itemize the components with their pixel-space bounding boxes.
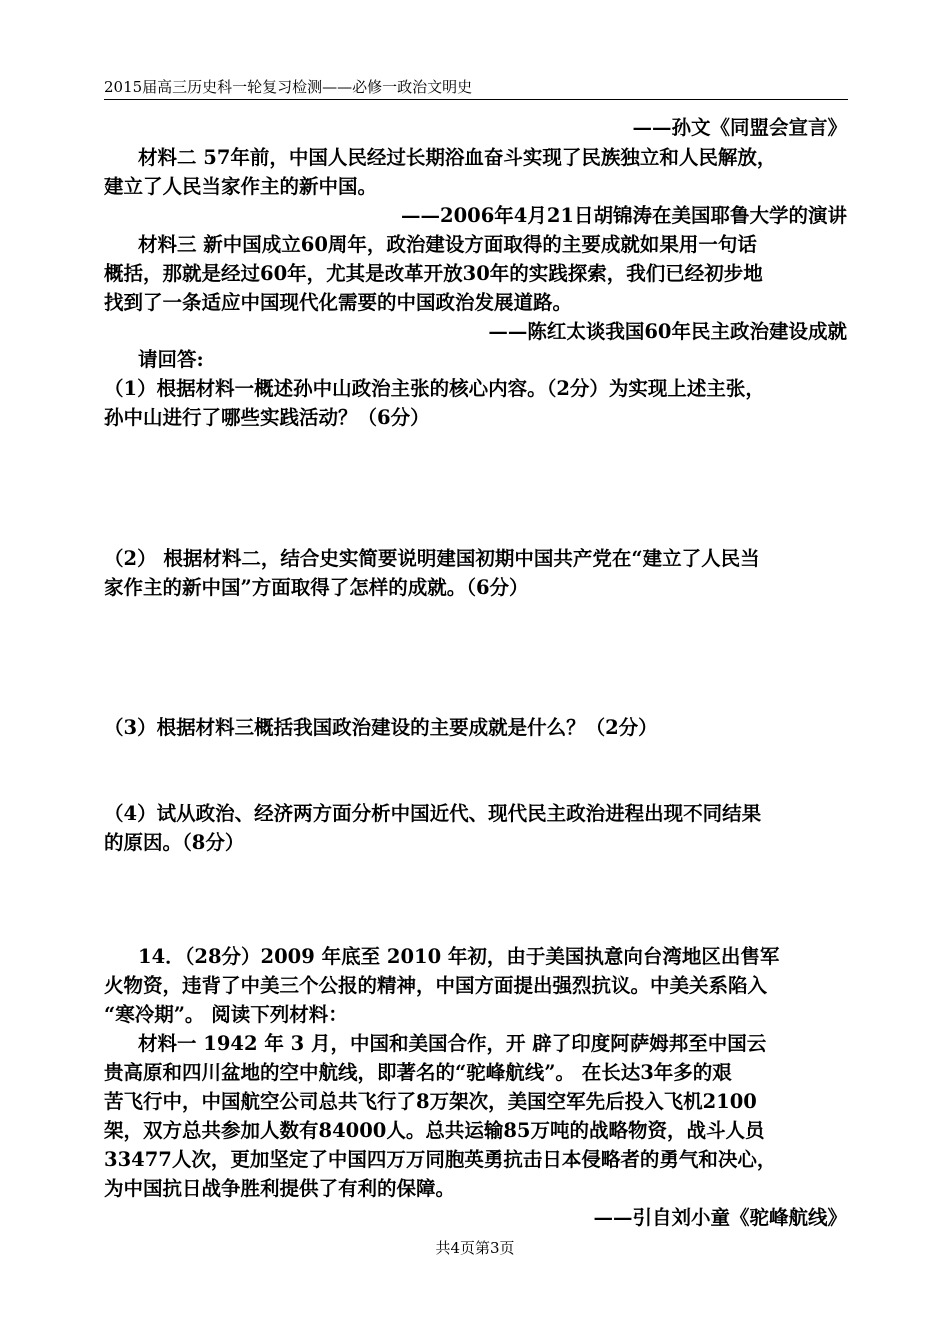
material-two-line-2: 建立了人民当家作主的新中国。 (104, 175, 378, 198)
material-three-line-1: 材料三 新中国成立60周年，政治建设方面取得的主要成就如果用一句话 (138, 233, 757, 256)
question-1-line-1: （1）根据材料一概述孙中山政治主张的核心内容。（2分）为实现上述主张， (104, 377, 765, 400)
question-1-line-2: 孙中山进行了哪些实践活动？（6分） (104, 406, 430, 429)
source-citation-chen-hongtai: ——陈红太谈我国60年民主政治建设成就 (488, 320, 847, 343)
material-two-line-1: 材料二 57年前，中国人民经过长期浴血奋斗实现了民族独立和人民解放， (138, 146, 777, 169)
source-citation-hump-route: ——引自刘小童《驼峰航线》 (593, 1206, 847, 1229)
question-4-line-2: 的原因。（8分） (104, 831, 245, 854)
please-answer-label: 请回答: (138, 348, 204, 371)
material-one-line-6: 为中国抗日战争胜利提供了有利的保障。 (104, 1177, 456, 1200)
material-three-line-2: 概括，那就是经过60年，尤其是改革开放30年的实践探索，我们已经初步地 (104, 262, 763, 285)
question-14-intro-line-3: “寒冷期”。 阅读下列材料： (104, 1003, 348, 1026)
question-3: （3）根据材料三概括我国政治建设的主要成就是什么？（2分） (104, 716, 658, 739)
question-14-intro-line-1: 14．（28分）2009 年底至 2010 年初，由于美国执意向台湾地区出售军 (138, 945, 780, 968)
source-citation-hu-jintao: ——2006年4月21日胡锦涛在美国耶鲁大学的演讲 (401, 204, 847, 227)
material-one-line-3: 苦飞行中，中国航空公司总共飞行了8万架次，美国空军先后投入飞机2100 (104, 1090, 757, 1113)
page-footer: 共4页第3页 (435, 1239, 515, 1257)
material-one-line-5: 33477人次，更加坚定了中国四万万同胞英勇抗击日本侵略者的勇气和决心， (104, 1148, 777, 1171)
question-14-intro-line-2: 火物资，违背了中美三个公报的精神，中国方面提出强烈抗议。中美关系陷入 (104, 974, 768, 997)
material-one-line-2: 贵高原和四川盆地的空中航线，即著名的“驼峰航线”。 在长达3年多的艰 (104, 1061, 732, 1084)
source-citation-tongmenghui: ——孙文《同盟会宣言》 (632, 116, 847, 139)
question-4-line-1: （4）试从政治、经济两方面分析中国近代、现代民主政治进程出现不同结果 (104, 802, 762, 825)
page-header: 2015届高三历史科一轮复习检测——必修一政治文明史 (104, 76, 848, 100)
material-one-line-1: 材料一 1942 年 3 月，中国和美国合作，开 辟了印度阿萨姆邦至中国云 (138, 1032, 767, 1055)
material-one-line-4: 架，双方总共参加人数有84000人。总共运输85万吨的战略物资，战斗人员 (104, 1119, 765, 1142)
material-three-line-3: 找到了一条适应中国现代化需要的中国政治发展道路。 (104, 291, 573, 314)
question-2-line-1: （2） 根据材料二，结合史实简要说明建国初期中国共产党在“建立了人民当 (104, 547, 760, 570)
question-2-line-2: 家作主的新中国”方面取得了怎样的成就。（6分） (104, 576, 529, 599)
